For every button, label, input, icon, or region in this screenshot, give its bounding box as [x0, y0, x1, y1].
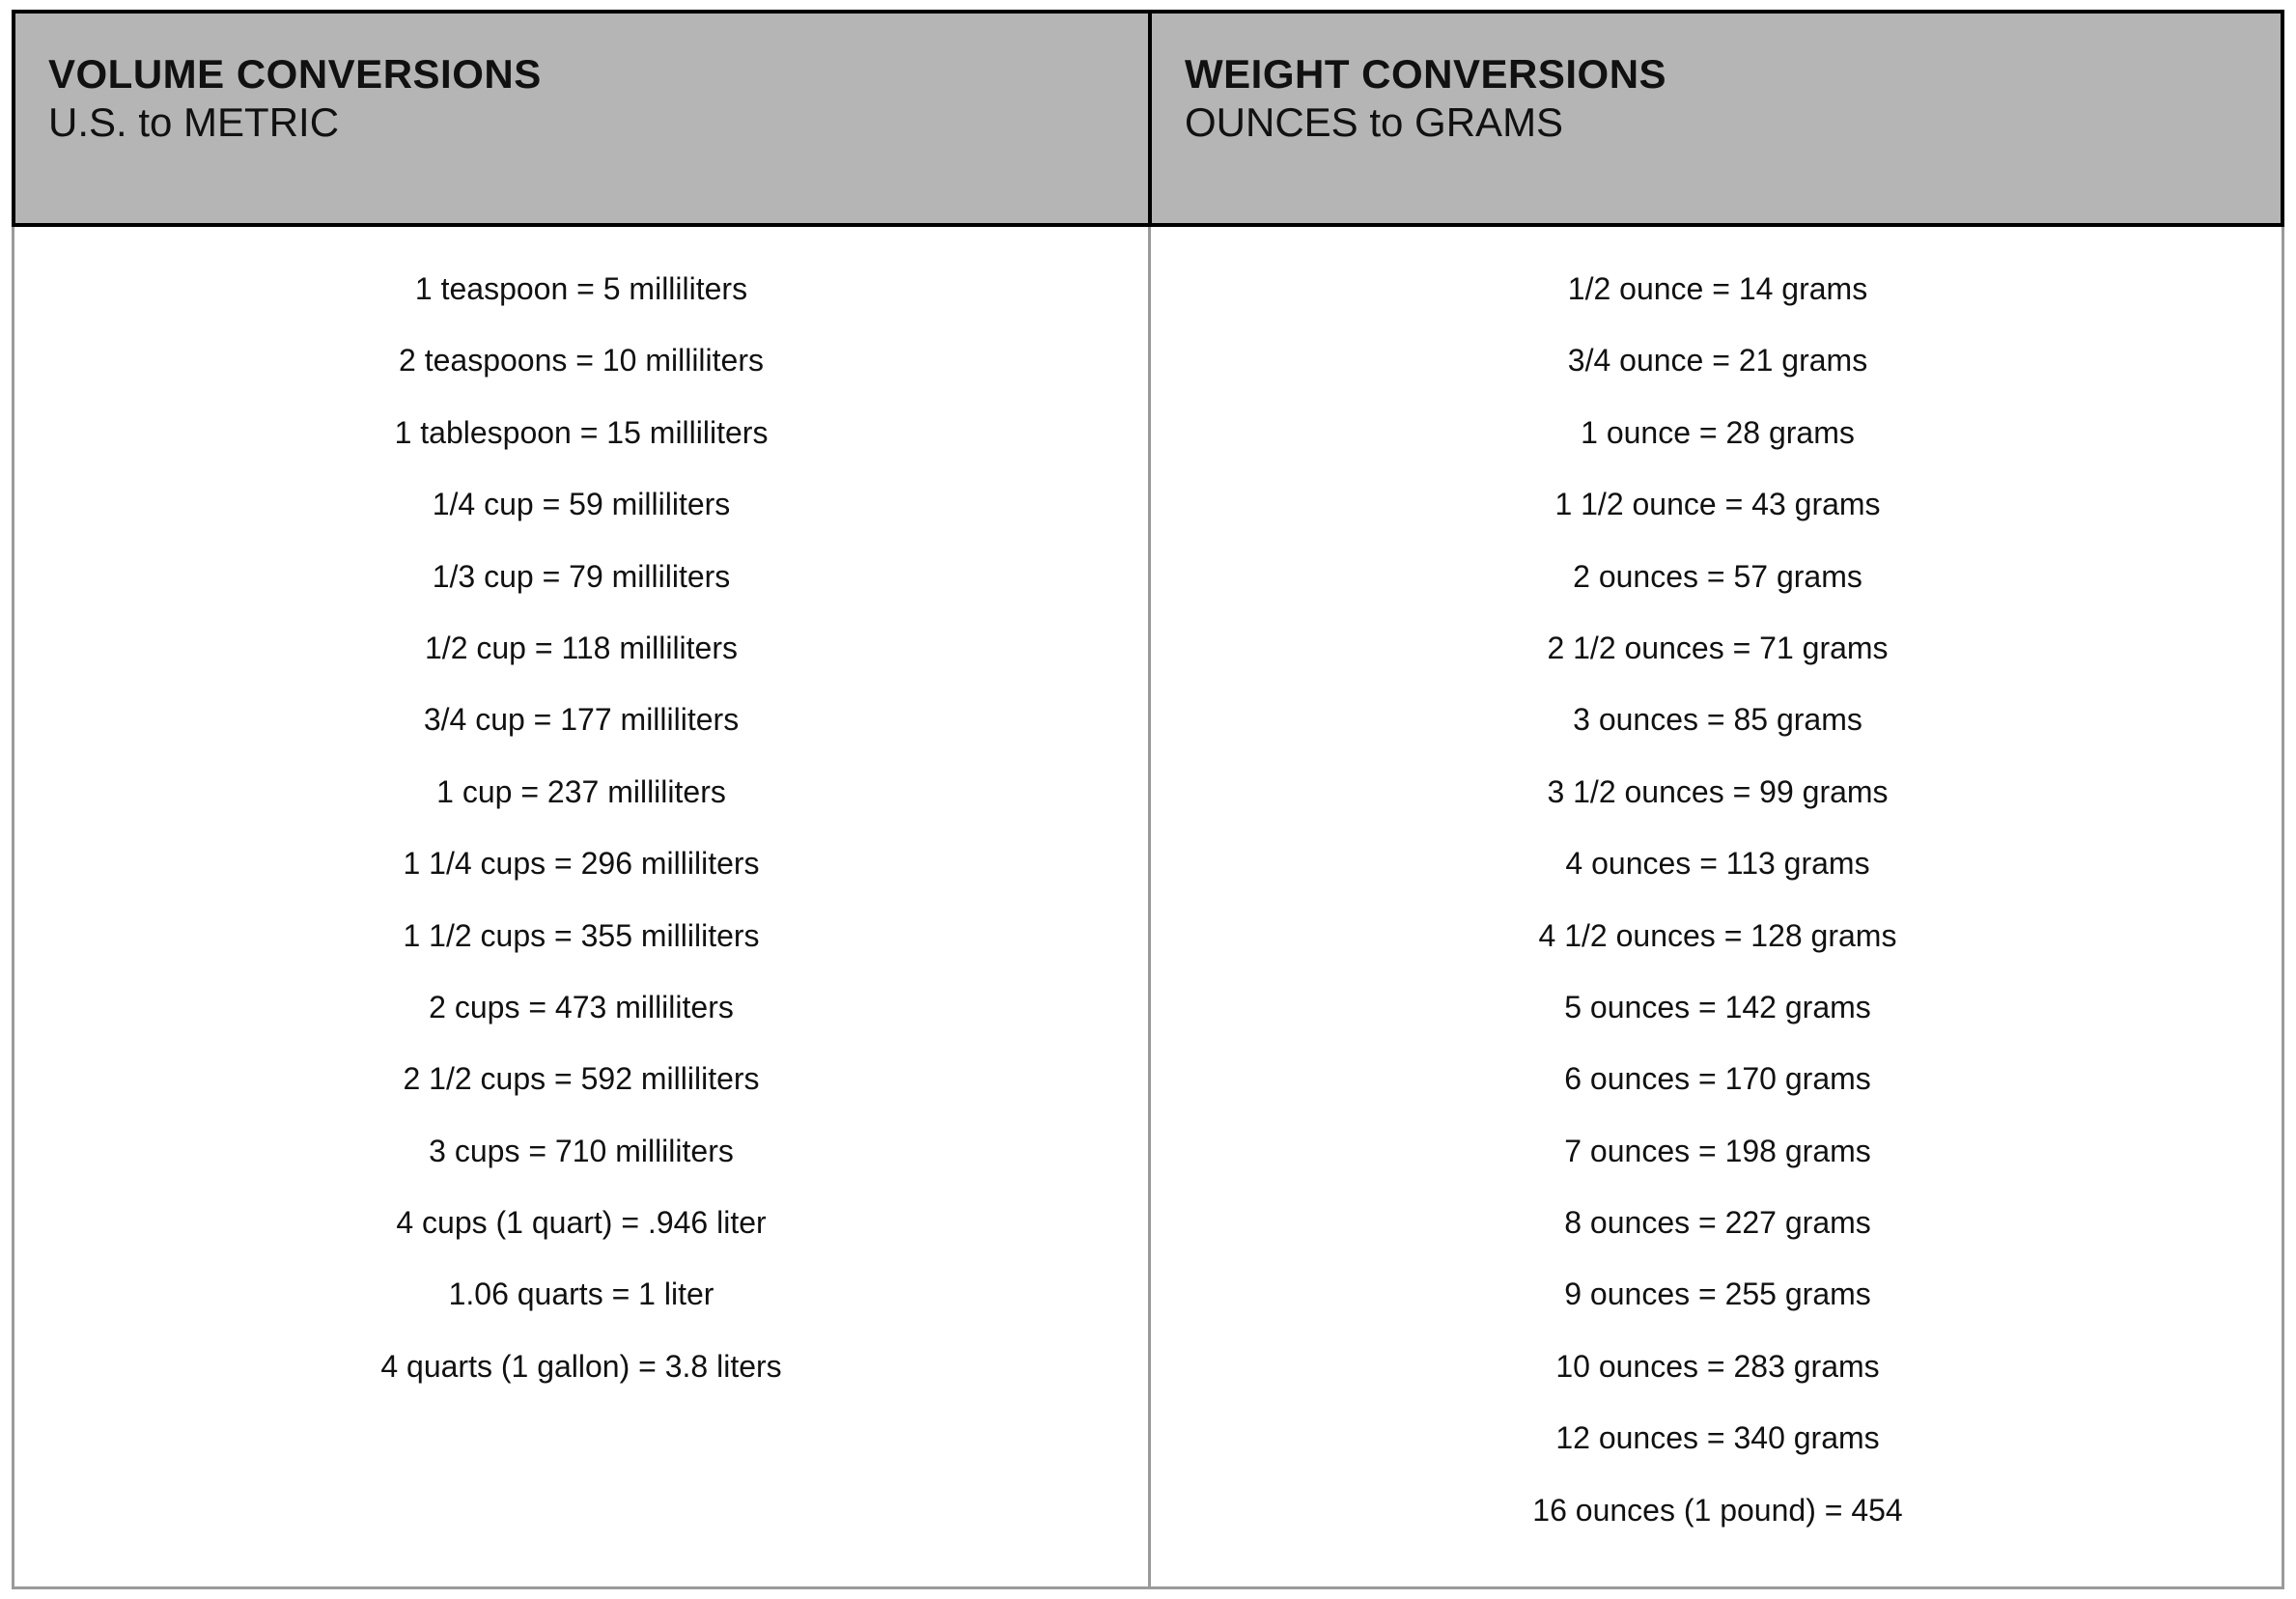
- volume-row: 1 cup = 237 milliliters: [436, 773, 726, 809]
- volume-row: 2 cups = 473 milliliters: [429, 989, 734, 1024]
- weight-subtitle: OUNCES to GRAMS: [1185, 99, 1564, 145]
- weight-row: 3/4 ounce = 21 grams: [1567, 343, 1868, 379]
- weight-row: 12 ounces = 340 grams: [1555, 1420, 1880, 1456]
- weight-row: 4 ounces = 113 grams: [1565, 846, 1870, 882]
- weight-row: 7 ounces = 198 grams: [1564, 1133, 1871, 1168]
- weight-row: 10 ounces = 283 grams: [1555, 1348, 1880, 1384]
- weight-list: [1151, 261, 2284, 1554]
- weight-row: 3 ounces = 85 grams: [1573, 702, 1862, 738]
- weight-row: 1 1/2 ounce = 43 grams: [1554, 487, 1881, 522]
- volume-row: 2 teaspoons = 10 milliliters: [399, 343, 764, 379]
- volume-row: 3/4 cup = 177 milliliters: [423, 702, 740, 738]
- weight-title: WEIGHT CONVERSIONS: [1185, 51, 1667, 97]
- weight-row: 16 ounces (1 pound) = 454: [1532, 1492, 1903, 1528]
- weight-row: 2 ounces = 57 grams: [1573, 558, 1862, 594]
- volume-row: 1/3 cup = 79 milliliters: [432, 558, 731, 594]
- volume-row: 1 teaspoon = 5 milliliters: [414, 271, 748, 306]
- volume-title: VOLUME CONVERSIONS: [48, 51, 542, 97]
- weight-row: 4 1/2 ounces = 128 grams: [1538, 917, 1897, 953]
- volume-row: 1 1/2 cups = 355 milliliters: [403, 917, 760, 953]
- volume-header: [15, 14, 1148, 223]
- volume-subtitle: U.S. to METRIC: [48, 99, 340, 145]
- volume-list: [14, 261, 1148, 1410]
- volume-row: 1.06 quarts = 1 liter: [448, 1276, 714, 1312]
- weight-row: 9 ounces = 255 grams: [1564, 1276, 1871, 1312]
- volume-row: 1 tablespoon = 15 milliliters: [394, 414, 769, 450]
- weight-row: 1/2 ounce = 14 grams: [1567, 271, 1868, 306]
- weight-row: 5 ounces = 142 grams: [1564, 989, 1871, 1024]
- volume-row: 2 1/2 cups = 592 milliliters: [403, 1061, 760, 1097]
- volume-row: 1/2 cup = 118 milliliters: [425, 630, 738, 665]
- weight-row: 3 1/2 ounces = 99 grams: [1547, 773, 1889, 809]
- volume-row: 4 cups (1 quart) = .946 liter: [396, 1205, 767, 1241]
- volume-row: 1/4 cup = 59 milliliters: [432, 487, 731, 522]
- weight-row: 6 ounces = 170 grams: [1564, 1061, 1871, 1097]
- weight-row: 2 1/2 ounces = 71 grams: [1547, 630, 1889, 665]
- conversion-table: [12, 10, 2284, 1589]
- volume-row: 1 1/4 cups = 296 milliliters: [403, 846, 760, 882]
- weight-row: 8 ounces = 227 grams: [1564, 1205, 1871, 1241]
- volume-row: 3 cups = 710 milliliters: [429, 1133, 734, 1168]
- weight-header: [1148, 14, 2281, 223]
- table-header: [12, 10, 2284, 227]
- volume-row: 4 quarts (1 gallon) = 3.8 liters: [380, 1348, 782, 1384]
- weight-row: 1 ounce = 28 grams: [1581, 414, 1855, 450]
